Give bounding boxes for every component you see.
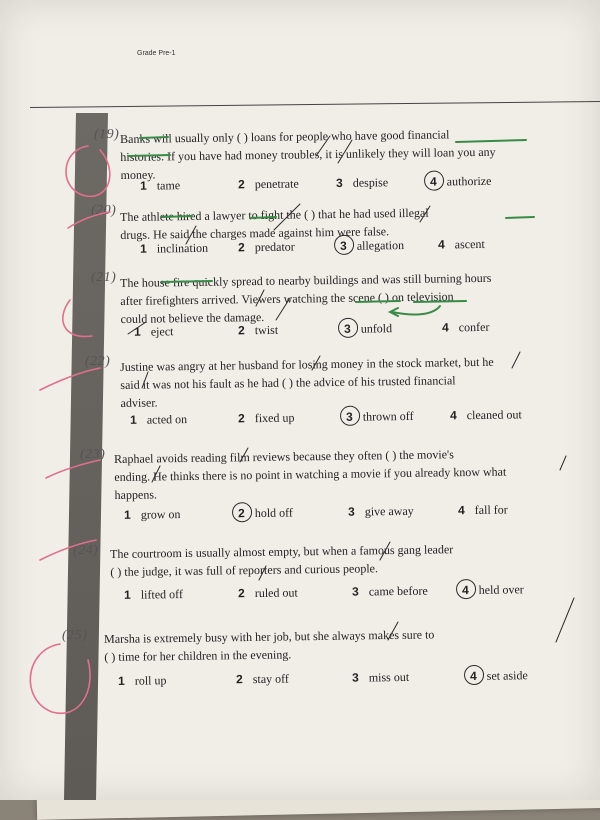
options-row xyxy=(114,502,554,526)
option-2[interactable] xyxy=(238,323,278,339)
option-number: 1 xyxy=(129,412,137,427)
option-3[interactable] xyxy=(340,238,404,254)
option-number: 2 xyxy=(237,240,245,255)
question-number: (21) xyxy=(91,270,117,285)
stem-line: drugs. He said the charges made against him were false. xyxy=(120,224,390,242)
option-2[interactable] xyxy=(238,585,298,601)
grade-label: Grade Pre-1 xyxy=(137,50,176,57)
option-2[interactable] xyxy=(238,411,295,427)
header-rule xyxy=(30,101,600,108)
option-number: 2 xyxy=(237,323,245,338)
stem-line: adviser. xyxy=(120,395,158,410)
option-text: despise xyxy=(352,175,389,190)
option-text: set aside xyxy=(486,668,528,683)
option-number: 3 xyxy=(335,175,343,190)
option-number: 2 xyxy=(237,411,245,426)
option-4[interactable] xyxy=(462,582,524,598)
option-text: authorize xyxy=(446,173,492,189)
selected-answer xyxy=(346,410,363,425)
option-1[interactable] xyxy=(134,324,174,340)
option-number: 2 xyxy=(237,177,245,192)
option-number: 1 xyxy=(123,507,131,522)
answer-circle xyxy=(232,502,252,522)
selected-answer xyxy=(430,174,447,189)
answer-circle xyxy=(334,235,354,255)
option-3[interactable] xyxy=(352,584,428,600)
option-text: unfold xyxy=(360,321,393,336)
option-2[interactable] xyxy=(238,240,295,256)
stem-line: The athlete hired a lawyer to fight the ( ) that he had used illegal xyxy=(120,205,429,224)
option-number: 4 xyxy=(461,583,469,598)
option-text: roll up xyxy=(134,673,167,688)
option-text: hold off xyxy=(254,505,293,521)
answer-circle xyxy=(464,665,484,685)
option-text: penetrate xyxy=(254,176,299,192)
option-text: fall for xyxy=(474,502,508,517)
option-4[interactable] xyxy=(470,668,528,684)
answer-circle xyxy=(340,406,360,426)
option-number: 1 xyxy=(133,324,141,339)
option-text: thrown off xyxy=(362,408,414,424)
stem-line: ( ) the judge, it was full of reporters and curious people. xyxy=(110,561,379,579)
stem-line: histories. If you have had money troubles, it is unlikely they will loan you any xyxy=(120,144,496,164)
option-number: 3 xyxy=(351,584,359,599)
option-text: give away xyxy=(364,503,414,519)
stem-line: The house fire quickly spread to nearby buildings and was still burning hours xyxy=(120,270,492,290)
option-4[interactable] xyxy=(450,407,522,423)
option-number: 1 xyxy=(117,673,125,688)
option-number: 1 xyxy=(139,241,147,256)
question-stem xyxy=(114,444,565,504)
option-1[interactable] xyxy=(124,587,183,603)
option-4[interactable] xyxy=(438,237,485,253)
option-3[interactable] xyxy=(336,175,388,191)
option-text: ascent xyxy=(454,236,485,252)
question-number: (25) xyxy=(62,628,88,643)
answer-circle xyxy=(424,170,444,190)
option-number: 3 xyxy=(347,504,355,519)
stem-line: Justine was angry at her husband for losing money in the stock market, but he xyxy=(120,354,494,374)
selected-answer xyxy=(470,669,487,684)
option-number: 1 xyxy=(123,587,131,602)
option-text: inclination xyxy=(156,240,209,256)
option-text: twist xyxy=(254,322,279,338)
option-text: held over xyxy=(478,582,524,597)
option-number: 3 xyxy=(345,409,353,424)
option-1[interactable] xyxy=(130,412,187,428)
options-row xyxy=(114,668,554,692)
option-number: 2 xyxy=(235,672,243,687)
option-text: tame xyxy=(156,178,181,193)
option-number: 4 xyxy=(437,237,445,252)
option-number: 4 xyxy=(441,320,449,335)
selected-answer xyxy=(462,583,479,598)
option-2[interactable] xyxy=(238,506,293,522)
option-1[interactable] xyxy=(118,673,167,689)
option-number: 4 xyxy=(429,174,437,189)
option-number: 3 xyxy=(339,238,347,253)
question-stem xyxy=(104,623,579,666)
selected-answer xyxy=(238,506,255,521)
options-row xyxy=(114,582,554,606)
option-number: 3 xyxy=(343,321,351,336)
question-number: (24) xyxy=(73,543,99,558)
question-stem xyxy=(110,539,570,581)
option-3[interactable] xyxy=(352,670,409,686)
stem-line: could not believe the damage. xyxy=(120,309,265,326)
selected-answer xyxy=(344,322,361,337)
option-4[interactable] xyxy=(458,503,508,519)
stem-line: happens. xyxy=(114,487,158,502)
option-text: confer xyxy=(458,319,490,335)
stem-line: ( ) time for her children in the evening. xyxy=(104,647,292,664)
option-text: cleaned out xyxy=(466,407,522,423)
option-text: lifted off xyxy=(140,587,183,602)
option-text: fixed up xyxy=(254,410,295,426)
option-text: acted on xyxy=(146,412,188,427)
option-1[interactable] xyxy=(140,178,180,194)
stem-line: Raphael avoids reading film reviews because they often ( ) the movie's xyxy=(114,447,454,466)
stem-line: ending. He thinks there is no point in watching a movie if you already know what xyxy=(114,464,507,484)
option-text: predator xyxy=(254,239,295,255)
option-text: came before xyxy=(368,583,428,599)
option-text: allegation xyxy=(356,238,405,253)
option-number: 4 xyxy=(469,668,477,684)
question-number: (19) xyxy=(94,127,120,142)
question-number: (23) xyxy=(80,447,106,462)
option-number: 1 xyxy=(139,178,147,193)
option-1[interactable] xyxy=(124,507,181,523)
option-1[interactable] xyxy=(140,241,208,257)
stem-line: The courtroom is usually almost empty, but when a famous gang leader xyxy=(110,542,454,561)
option-3[interactable] xyxy=(346,409,414,425)
question-number: (22) xyxy=(85,354,111,369)
stem-line: money. xyxy=(120,167,156,182)
option-2[interactable] xyxy=(238,177,299,193)
option-text: stay off xyxy=(252,671,289,687)
option-3[interactable] xyxy=(348,504,414,520)
option-number: 4 xyxy=(449,408,457,423)
selected-answer xyxy=(340,239,357,254)
stem-line: said it was not his fault as he had ( ) the advice of his trusted financial xyxy=(120,373,456,392)
stem-line: Banks will usually only ( ) loans for people who have good financial xyxy=(120,127,450,146)
answer-circle xyxy=(456,579,476,599)
answer-circle xyxy=(338,318,358,338)
option-number: 2 xyxy=(237,586,245,601)
option-text: miss out xyxy=(368,669,410,685)
question-stem xyxy=(120,352,561,412)
option-text: grow on xyxy=(140,507,181,522)
option-text: eject xyxy=(150,324,174,339)
stem-line: Marsha is extremely busy with her job, but she always makes sure to xyxy=(104,627,435,646)
option-3[interactable] xyxy=(344,321,392,337)
option-2[interactable] xyxy=(236,672,289,688)
option-number: 3 xyxy=(351,670,359,685)
option-number: 4 xyxy=(457,503,465,518)
option-text: ruled out xyxy=(254,585,298,601)
question-number: (20) xyxy=(91,203,117,218)
option-number: 2 xyxy=(237,506,245,521)
stem-line: after firefighters arrived. Viewers watching the scene ( ) on television xyxy=(120,289,454,308)
option-4[interactable] xyxy=(430,174,492,190)
option-4[interactable] xyxy=(442,320,490,336)
